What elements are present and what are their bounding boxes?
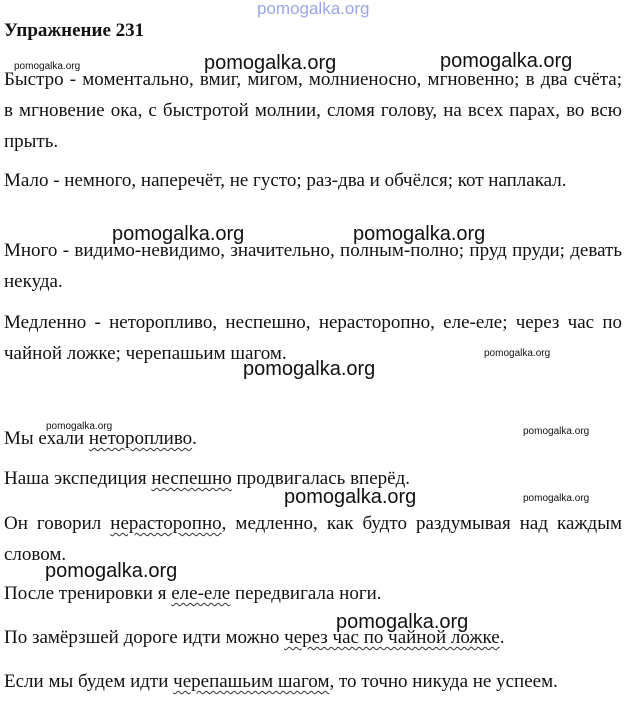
sentence-4: После тренировки я еле-еле передвигала ноги. <box>4 583 382 604</box>
underlined-phrase: через час по чайной ложке <box>284 627 500 648</box>
synonyms-fast: Быстро - моментально, вмиг, мигом, молниеносно, мгновенно; в два счёта; в мгновение ока, с быстротой молнии, сломя голову, на всех парах, во всю прыть. <box>4 69 622 152</box>
underlined-phrase: еле-еле <box>171 583 231 604</box>
watermark: pomogalka.org <box>112 223 245 245</box>
watermark: pomogalka.org <box>484 348 551 359</box>
watermark: pomogalka.org <box>336 611 469 633</box>
synonyms-many: Много - видимо-невидимо, значительно, полным-полно; пруд пруди; девать некуда. <box>4 240 622 292</box>
watermark-top: pomogalka.org <box>257 0 370 18</box>
watermark: pomogalka.org <box>353 223 486 245</box>
exercise-title: Упражнение 231 <box>4 20 145 41</box>
watermark: pomogalka.org <box>46 421 113 432</box>
underlined-phrase: неспешно <box>151 468 232 489</box>
watermark: pomogalka.org <box>523 426 590 437</box>
watermark: pomogalka.org <box>243 358 376 380</box>
watermark: pomogalka.org <box>14 61 81 72</box>
watermark: pomogalka.org <box>45 560 178 582</box>
underlined-phrase: черепашьим шагом <box>173 671 330 692</box>
synonyms-slow: Медленно - неторопливо, неспешно, нерасторопно, еле-еле; через час по чайной ложке; черепашьим шагом. <box>4 312 622 364</box>
sentence-2: Наша экспедиция неспешно продвигалась вперёд. <box>4 468 411 489</box>
sentence-1: Мы ехали неторопливо. <box>4 428 197 449</box>
watermark: pomogalka.org <box>284 486 417 508</box>
watermark: pomogalka.org <box>523 493 590 504</box>
synonyms-few: Мало - немного, наперечёт, не густо; раз-два и обчёлся; кот наплакал. <box>4 170 567 191</box>
sentence-3: Он говорил нерасторопно, медленно, как будто раздумывая над каждым словом. <box>4 513 622 565</box>
underlined-phrase: неторопливо <box>88 428 193 449</box>
sentence-5: По замёрзшей дороге идти можно через час по чайной ложке. <box>4 627 505 648</box>
sentence-6: Если мы будем идти черепашьим шагом, то точно никуда не успеем. <box>4 671 558 692</box>
underlined-phrase: нерасторопно <box>110 513 222 534</box>
watermark: pomogalka.org <box>440 50 573 72</box>
watermark: pomogalka.org <box>204 52 337 74</box>
